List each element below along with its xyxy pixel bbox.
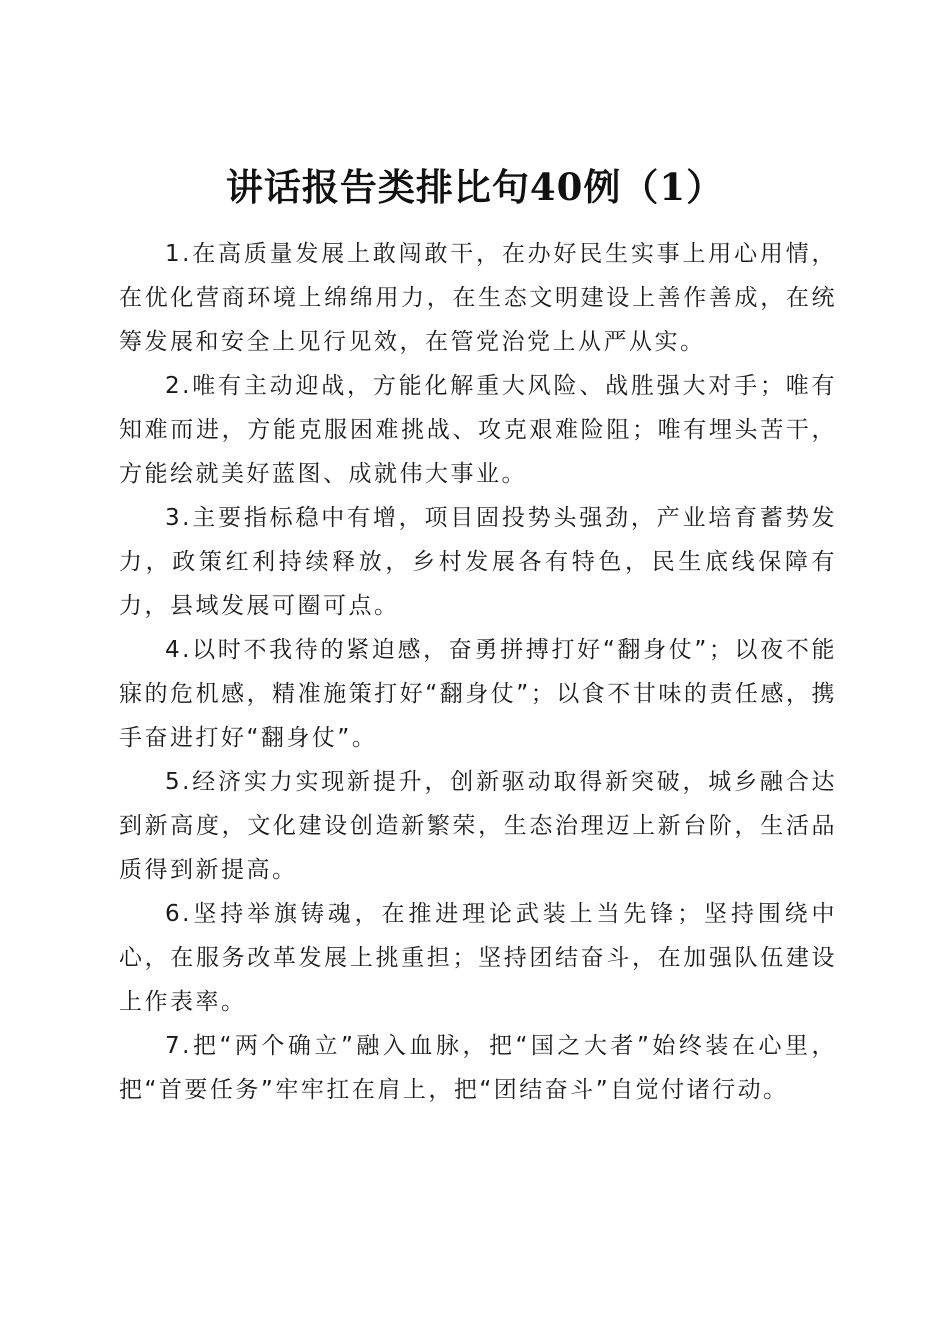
paragraph-7: 7.把“两个确立”融入血脉，把“国之大者”始终装在心里，把“首要任务”牢牢扛在肩上，把“团结奋斗”自觉付诸行动。 [119, 1033, 837, 1103]
paragraph-6: 6.坚持举旗铸魂，在推进理论武装上当先锋；坚持围绕中心，在服务改革发展上挑重担；坚持团结奋斗，在加强队伍建设上作表率。 [119, 901, 837, 1015]
paragraph-3: 3.主要指标稳中有增，项目固投势头强劲，产业培育蓄势发力，政策红利持续释放，乡村发展各有特色，民生底线保障有力，县域发展可圈可点。 [119, 505, 837, 619]
paragraph-5: 5.经济实力实现新提升，创新驱动取得新突破，城乡融合达到新高度，文化建设创造新繁荣，生态治理迈上新台阶，生活品质得到新提高。 [119, 769, 837, 883]
paragraph-4: 4.以时不我待的紧迫感，奋勇拼搏打好“翻身仗”；以夜不能寐的危机感，精准施策打好“翻身仗”；以食不甘味的责任感，携手奋进打好“翻身仗”。 [119, 637, 837, 751]
page-title: 讲话报告类排比句40例（1） [225, 164, 725, 209]
paragraph-1: 1.在高质量发展上敢闯敢干，在办好民生实事上用心用情，在优化营商环境上绵绵用力，在生态文明建设上善作善成，在统筹发展和安全上见行见效，在管党治党上从严从实。 [119, 241, 837, 355]
paragraph-2: 2.唯有主动迎战，方能化解重大风险、战胜强大对手；唯有知难而进，方能克服困难挑战、攻克艰难险阻；唯有埋头苦干，方能绘就美好蓝图、成就伟大事业。 [119, 373, 837, 487]
document-body [119, 232, 837, 1112]
